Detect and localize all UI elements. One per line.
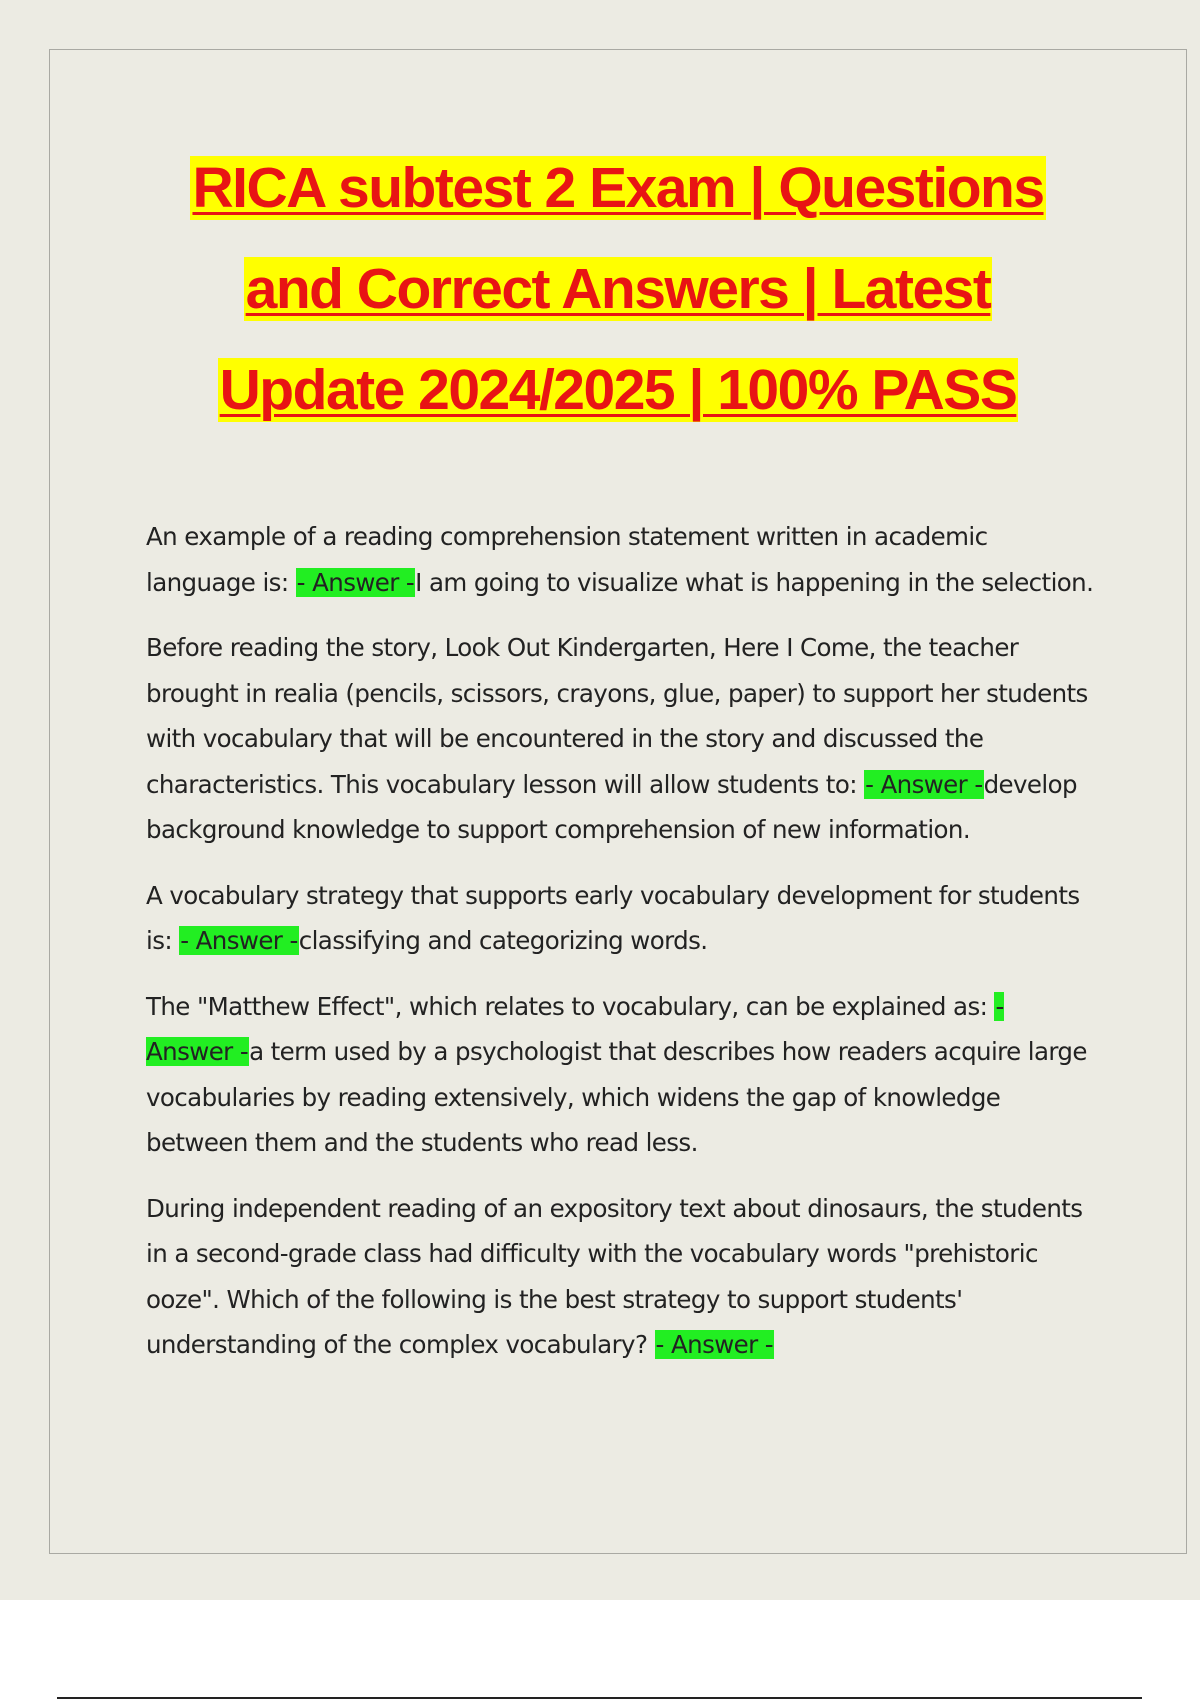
- answer-text: classifying and categorizing words.: [298, 926, 708, 955]
- qa-item: [146, 1186, 1096, 1368]
- question-text: The "Matthew Effect", which relates to vocabulary, can be explained as:: [146, 991, 995, 1021]
- question-text: Before reading the story, Look Out Kindergarten, Here I Come, the teacher brought in realia (pencils, scissors, crayons, glue, paper) to support her students with vocabulary that will be encountered in the story and discussed the characteristics. This vocabulary lesson will allow students to:: [146, 633, 1088, 799]
- qa-item: [146, 625, 1096, 853]
- answer-text: develop background knowledge to support comprehension of new information.: [146, 769, 1077, 844]
- question-text: An example of a reading comprehension statement written in academic language is:: [146, 522, 988, 597]
- qa-item: [146, 984, 1096, 1166]
- qa-item: [146, 873, 1096, 964]
- answer-tag: - Answer -: [180, 926, 298, 955]
- question-text: During independent reading of an expository text about dinosaurs, the students in a second-grade class had difficulty with the vocabulary words "prehistoric ooze". Which of the following is the best strategy to support students' understanding of the complex vocabulary?: [146, 1193, 1083, 1359]
- question-text: A vocabulary strategy that supports early vocabulary development for students is:: [146, 880, 1080, 955]
- question-answer-list: [146, 514, 1096, 1388]
- answer-text: a term used by a psychologist that describes how readers acquire large vocabularies by reading extensively, which widens the gap of knowledge between them and the students who read less.: [146, 1037, 1087, 1157]
- answer-tag: - Answer -: [865, 769, 983, 799]
- title-line-2: and Correct Answers | Latest: [245, 257, 991, 321]
- title-line-1: RICA subtest 2 Exam | Questions: [192, 156, 1044, 220]
- document-title: [49, 138, 1187, 441]
- answer-tag: - Answer -: [296, 567, 415, 597]
- answer-tag: - Answer -: [655, 1330, 774, 1359]
- answer-text: I am going to visualize what is happening in the selection.: [415, 567, 1094, 597]
- answer-tag: - Answer -: [146, 991, 1004, 1066]
- title-line-3: Update 2024/2025 | 100% PASS: [219, 358, 1017, 422]
- qa-item: [146, 514, 1096, 605]
- footer-divider: [57, 1697, 1142, 1699]
